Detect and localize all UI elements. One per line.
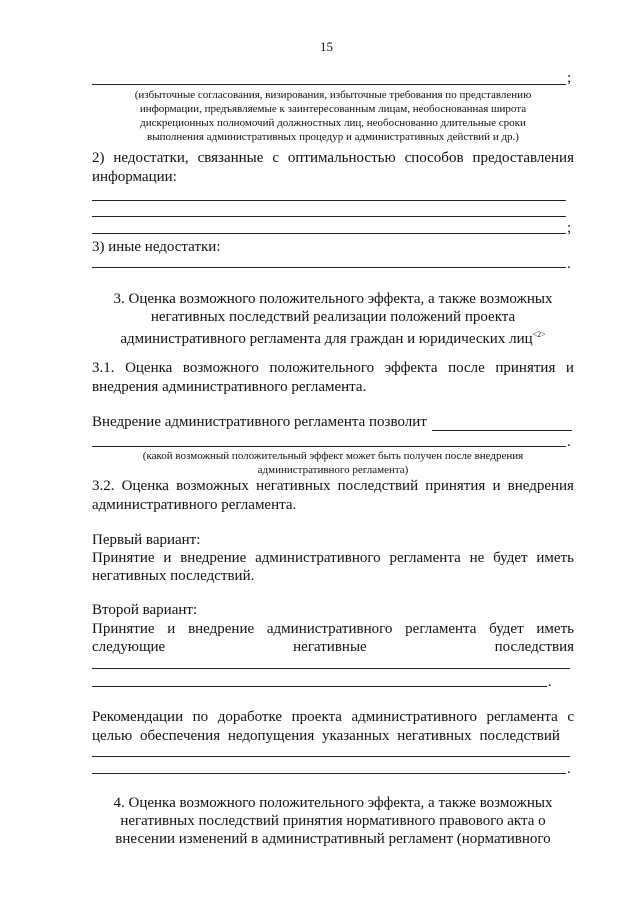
word: внедрение <box>180 550 247 566</box>
punctuation: . <box>567 761 571 777</box>
word: и <box>167 621 176 637</box>
blank-line <box>92 668 570 669</box>
word: обеспечения <box>140 728 221 744</box>
heading-line: административного регламента для граждан и юридических лиц <box>120 331 533 347</box>
blank-line <box>432 430 572 431</box>
recommendations-line-2 <box>92 727 560 745</box>
word: возможных <box>176 478 249 494</box>
punctuation: ; <box>567 220 572 236</box>
heading-line: негативных последствий принятия нормативного правового акта о <box>120 813 546 829</box>
hint-line: административного регламента) <box>257 464 409 476</box>
word: принятия <box>495 360 556 376</box>
variant-1-line-1 <box>92 549 574 567</box>
word: с <box>272 150 279 166</box>
word: Принятие <box>92 550 155 566</box>
blank-line <box>92 773 566 774</box>
word: негативных <box>256 478 331 494</box>
word: целью <box>92 728 133 744</box>
word: внедрение <box>188 621 255 637</box>
word: Оценка <box>125 360 173 376</box>
word: Рекомендации <box>92 709 184 725</box>
word: с <box>567 709 574 725</box>
variant-2-title: Второй вариант: <box>92 602 198 618</box>
word: будет <box>493 550 528 566</box>
word: регламента <box>389 550 461 566</box>
word: иметь <box>536 621 574 637</box>
punctuation: . <box>567 256 571 272</box>
blank-line <box>92 84 566 85</box>
word: доработке <box>217 709 283 725</box>
punctuation: . <box>548 674 552 690</box>
variant-1-line-2: негативных последствий. <box>92 568 255 584</box>
word: следующие <box>92 639 166 655</box>
hint-line: информации, предъявляемые к заинтересованным лицам, необоснованная широта <box>139 103 527 115</box>
word: способов <box>404 150 464 166</box>
word: 3.2. <box>92 478 115 494</box>
word: по <box>192 709 209 725</box>
hint-text-block <box>92 88 574 144</box>
variant-2-line-2 <box>92 638 574 656</box>
heading-line: 3. Оценка возможного положительного эффекта, а также возможных <box>113 291 553 307</box>
word: будет <box>489 621 524 637</box>
word: оптимальностью <box>287 150 396 166</box>
word: последствий <box>337 478 419 494</box>
word: последствия <box>494 639 574 655</box>
word: принятия <box>425 478 486 494</box>
effect-hint <box>92 449 574 477</box>
word: указанных <box>322 728 390 744</box>
word: негативных <box>397 728 472 744</box>
word: административного <box>255 550 381 566</box>
sub-3-2-line-1 <box>92 477 574 495</box>
heading-line: внесении изменений в административный регламент (нормативного <box>115 831 551 847</box>
variant-1-title: Первый вариант: <box>92 532 201 548</box>
word: административного <box>266 621 393 637</box>
blank-line <box>92 216 566 217</box>
heading-line: негативных последствий реализации положений проекта <box>150 309 516 325</box>
word: последствий <box>479 728 560 744</box>
word: недостатки, <box>113 150 189 166</box>
word: и <box>163 550 172 566</box>
word: негативные <box>293 639 367 655</box>
section-3-heading <box>92 290 574 348</box>
word: возможного <box>182 360 259 376</box>
hint-line: (избыточные согласования, визирования, избыточные требования по представлению <box>134 89 532 101</box>
word: регламента <box>486 709 558 725</box>
blank-line <box>92 756 570 757</box>
variant-2-line-1 <box>92 620 574 638</box>
word: Оценка <box>121 478 169 494</box>
word: и <box>492 478 501 494</box>
word: административного <box>351 709 477 725</box>
item-2-line-1 <box>92 149 574 167</box>
sub-3-2-line-2: административного регламента. <box>92 497 297 513</box>
word: связанные <box>197 150 264 166</box>
hint-line: дискреционных полномочий должностных лиц, необоснованно длительные сроки <box>140 117 526 129</box>
hint-line: выполнения административных процедур и административных действий и др.) <box>147 131 519 143</box>
footnote-ref: <2> <box>532 330 546 339</box>
word: предоставления <box>472 150 574 166</box>
item-2-line-2: информации: <box>92 169 177 185</box>
word: эффекта <box>384 360 438 376</box>
sub-3-1-line-1 <box>92 359 574 377</box>
blank-line <box>92 233 566 234</box>
item-3-label: 3) иные недостатки: <box>92 239 221 255</box>
word: после <box>448 360 485 376</box>
word: недопущения <box>227 728 315 744</box>
word: внедрения <box>507 478 574 494</box>
page-number: 15 <box>320 39 333 54</box>
effect-label: Внедрение административного регламента позволит <box>92 414 427 430</box>
blank-line <box>92 686 547 687</box>
word: Принятие <box>92 621 155 637</box>
word: регламента <box>405 621 477 637</box>
sub-3-1-line-2: внедрения административного регламента. <box>92 379 367 395</box>
word: 2) <box>92 150 105 166</box>
word: иметь <box>536 550 574 566</box>
heading-line: 4. Оценка возможного положительного эффекта, а также возможных <box>113 795 553 811</box>
word: и <box>565 360 574 376</box>
word: 3.1. <box>92 360 115 376</box>
blank-line <box>92 267 566 268</box>
section-4-heading <box>92 794 574 848</box>
blank-line <box>92 446 566 447</box>
punctuation: ; <box>567 70 572 86</box>
hint-line: (какой возможный положительный эффект может быть получен после внедрения <box>142 450 524 462</box>
word: не <box>469 550 485 566</box>
punctuation: . <box>567 434 571 450</box>
blank-line <box>92 200 566 201</box>
word: положительного <box>269 360 375 376</box>
word: проекта <box>291 709 342 725</box>
recommendations-line-1 <box>92 708 574 726</box>
